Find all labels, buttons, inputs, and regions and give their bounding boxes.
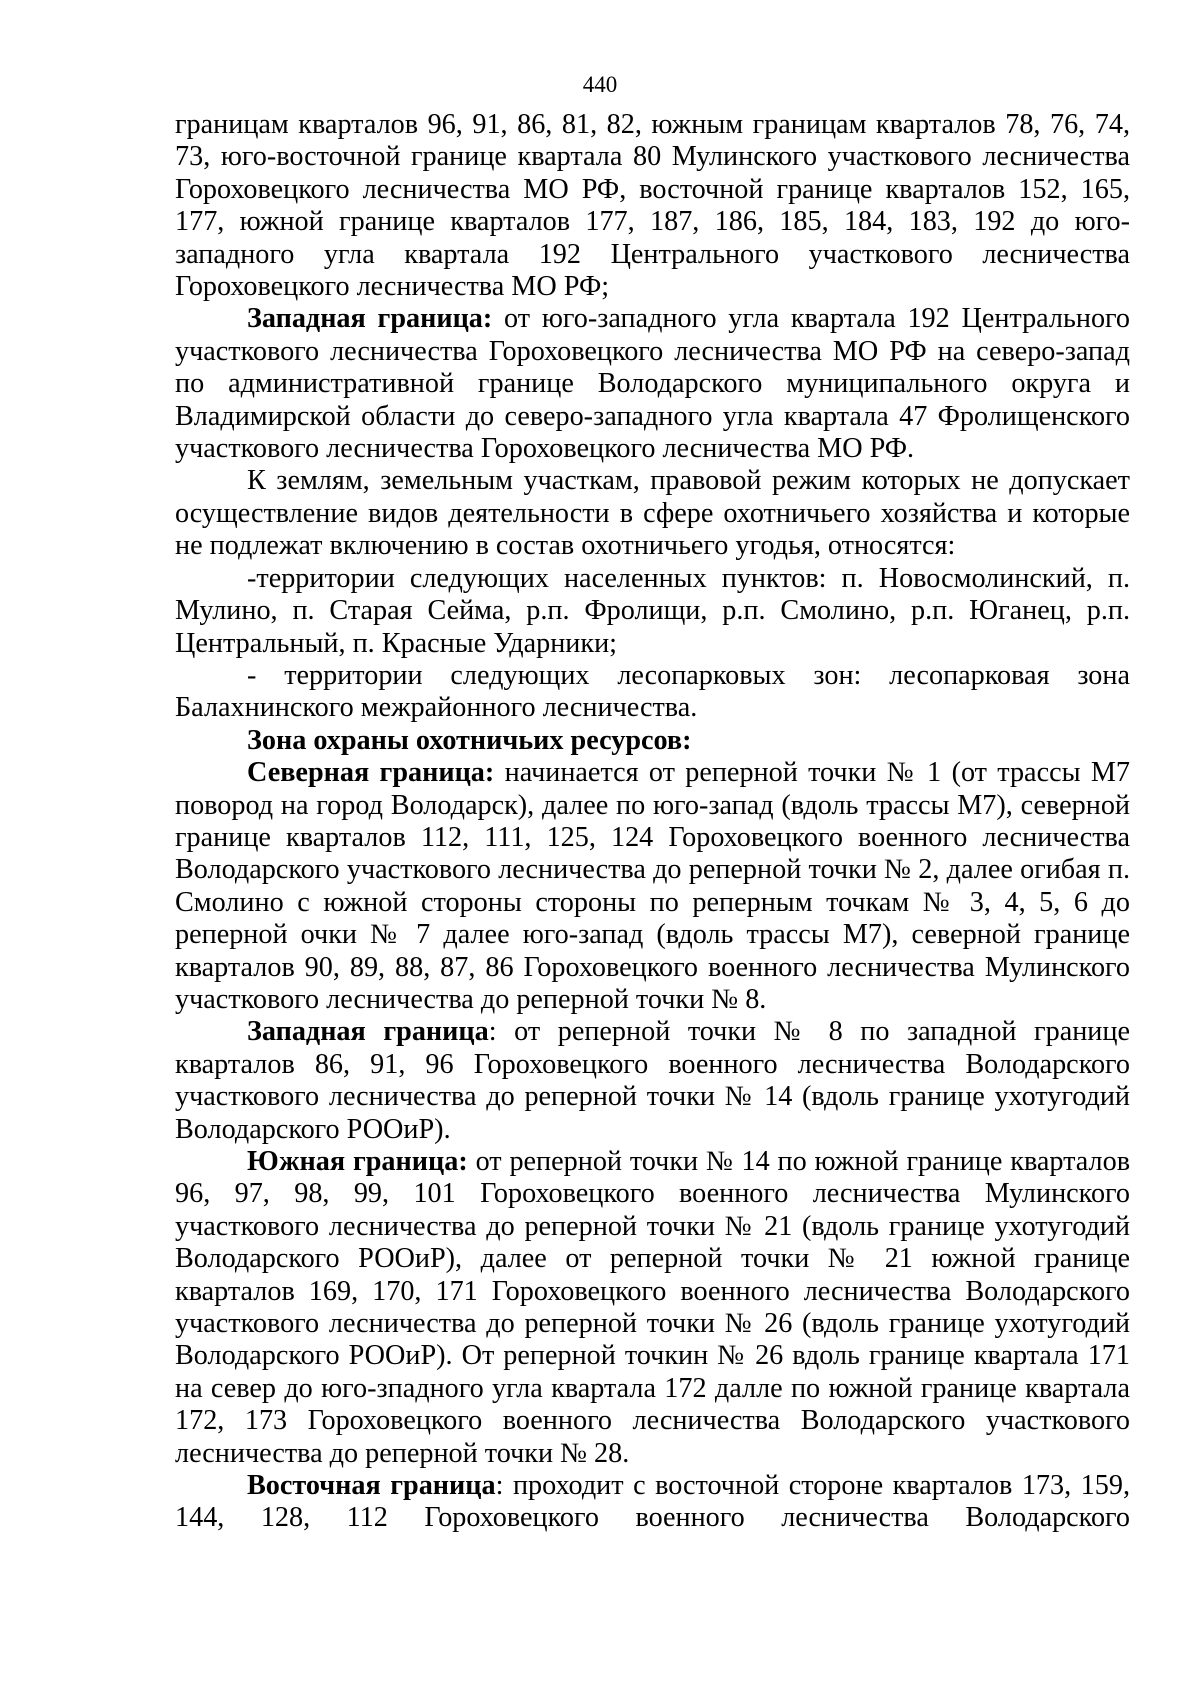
paragraph-lead: Восточная граница (247, 1470, 496, 1502)
paragraph-lead: Западная граница: (247, 303, 493, 335)
paragraph-text: : от реперной точки № 8 по западной границе кварталов 86, 91, 96 Гороховецкого военного лесничества Володарского участкового лесничества до реперной точки № 14 (вдоль границе ухотугодий Володарского РООиР). (175, 1016, 1130, 1145)
paragraph-text: : проходит с восточной стороне кварталов 173, 159, 144, 128, 112 Гороховецкого военного лесничества Володарского (175, 1470, 1130, 1534)
paragraph-text: от юго-западного угла квартала 192 Центрального участкового лесничества Гороховецкого лесничества МО РФ на северо-запад по административной границе Володарского муниципального округа и Владимирской области до северо-западного угла квартала 47 Фролищенского участкового лесничества Гороховецкого лесничества МО РФ. (175, 303, 1130, 465)
paragraph-south-boundary-continuation (175, 109, 1130, 303)
paragraph-lead: Южная граница: (247, 1146, 468, 1177)
paragraph-zone-south-boundary (175, 1146, 1130, 1470)
paragraph-zone-east-boundary (175, 1470, 1130, 1535)
section-heading-protection-zone (175, 725, 1130, 757)
paragraph-text: -территории следующих населенных пунктов: п. Новосмолинский, п. Мулино, п. Старая Сейма, р.п. Фролищи, р.п. Смолино, р.п. Юганец, р.п. Центральный, п. Красные Ударники; (175, 562, 1130, 659)
paragraph-text: К землям, земельным участкам, правовой режим которых не допускает осуществление видов деятельности в сфере охотничьего хозяйства и которые не подлежат включению в состав охотничьего угодья, относятся: (175, 465, 1130, 562)
page-number: 440 (582, 72, 618, 97)
paragraph-forest-park-zones (175, 660, 1130, 725)
paragraph-settlements (175, 563, 1130, 660)
paragraph-lead: Северная граница: (247, 757, 495, 789)
paragraph-text: начинается от реперной точки № 1 (от трассы М7 повород на город Володарск), далее по юго-запад (вдоль трассы М7), северной границе кварталов 112, 111, 125, 124 Гороховецкого военного лесничества Володарского участкового лесничества до реперной точки № 2, далее огибая п. Смолино с южной стороны стороны по реперным точкам № 3, 4, 5, 6 до реперной очки № 7 далее юго-запад (вдоль трассы М7), северной границе кварталов 90, 89, 88, 87, 86 Гороховецкого военного лесничества Мулинского участкового лесничества до реперной точки № 8. (175, 757, 1130, 1015)
paragraph-north-boundary (175, 757, 1130, 1016)
paragraph-west-boundary (175, 303, 1130, 465)
document-body (175, 109, 1130, 1535)
paragraph-text: от реперной точки № 14 по южной границе кварталов 96, 97, 98, 99, 101 Гороховецкого военного лесничества Мулинского участкового лесничества до реперной точки № 21 (вдоль границе ухотугодий Володарского РООиР), далее от реперной точки № 21 южной границе кварталов 169, 170, 171 Гороховецкого военного лесничества Володарского участкового лесничества до реперной точки № 26 (вдоль границе ухотугодий Володарского РООиР). От реперной точкин № 26 вдоль границе квартала 171 на север до юго-зпадного угла квартала 172 далле по южной границе квартала 172, 173 Гороховецкого военного лесничества Володарского участкового лесничества до реперной точки № 28. (175, 1146, 1131, 1469)
paragraph-text: - территории следующих лесопарковых зон: лесопарковая зона Балахнинского межрайонного лесничества. (175, 659, 1130, 724)
paragraph-lead: Западная граница (247, 1016, 489, 1048)
paragraph-text: границам кварталов 96, 91, 86, 81, 82, южным границам кварталов 78, 76, 74, 73, юго-восточной границе квартала 80 Мулинского участкового лесничества Гороховецкого лесничества МО РФ, восточной границе кварталов 152, 165, 177, южной границе кварталов 177, 187, 186, 185, 184, 183, 192 до юго-западного угла квартала 192 Центрального участкового лесничества Гороховецкого лесничества МО РФ; (175, 109, 1130, 303)
section-heading: Зона охраны охотничьих ресурсов: (247, 724, 692, 756)
paragraph-restricted-lands (175, 465, 1130, 562)
paragraph-zone-west-boundary (175, 1016, 1130, 1146)
